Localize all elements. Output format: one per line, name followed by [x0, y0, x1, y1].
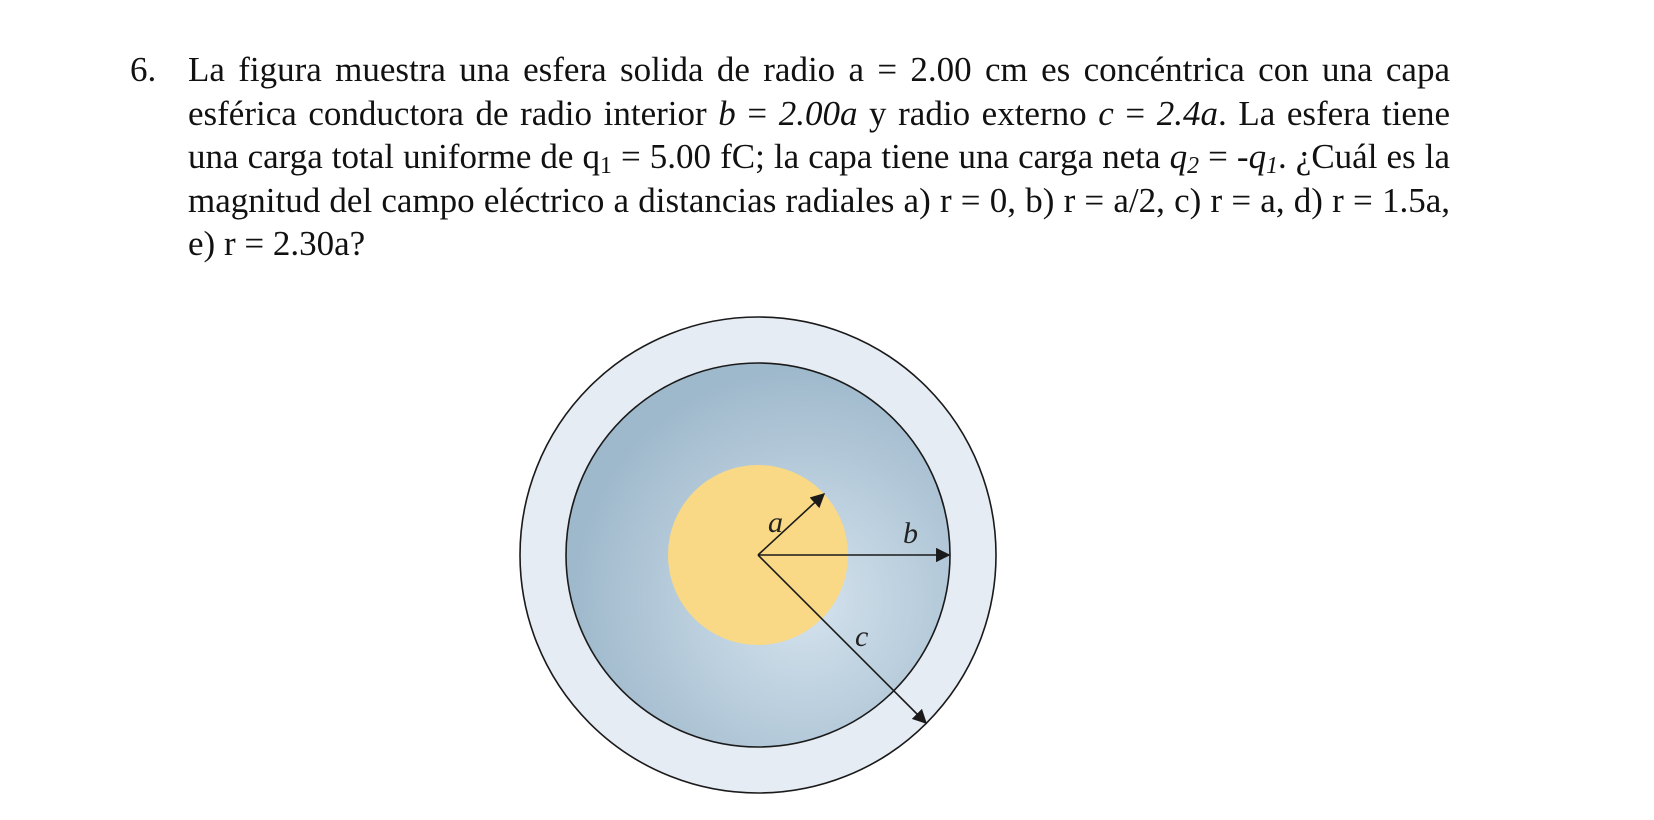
label-b: b — [903, 517, 918, 550]
symbol-b: b — [718, 93, 736, 133]
symbol-c: c — [1098, 93, 1114, 133]
problem-number: 6. — [130, 50, 157, 89]
figure-svg — [518, 310, 998, 800]
problem-statement — [188, 48, 1450, 266]
text-run: = - — [1199, 137, 1249, 176]
text-run: . ¿Cuál es la magnitud del campo eléctrico a distancias radiales a) r = 0, b) r = a/2, c) r = a, d) r = 1.5a, e) r = 2.30a? — [188, 137, 1450, 263]
text-run: = — [1113, 93, 1157, 133]
text-run: = 5.00 fC; la capa tiene una carga neta — [611, 137, 1170, 176]
symbol-q: q — [1248, 137, 1267, 176]
subscript: 1 — [600, 153, 612, 180]
label-c: c — [855, 620, 869, 653]
concentric-spheres-figure — [518, 310, 998, 800]
value-b: 2.00a — [778, 93, 858, 133]
text-run: = — [735, 93, 779, 133]
text-run: y radio externo — [857, 93, 1099, 133]
label-a: a — [768, 506, 783, 539]
text-run: . La esfera tiene una carga total uniforme de q — [188, 93, 1450, 176]
subscript: 2 — [1187, 153, 1200, 180]
symbol-q: q — [1169, 137, 1188, 176]
subscript: 1 — [1266, 153, 1278, 180]
text-run: La figura muestra una esfera solida de radio a = 2.00 cm es concéntrica con una capa esférica conductora de radio interior — [188, 50, 1450, 133]
value-c: 2.4a — [1156, 93, 1218, 133]
